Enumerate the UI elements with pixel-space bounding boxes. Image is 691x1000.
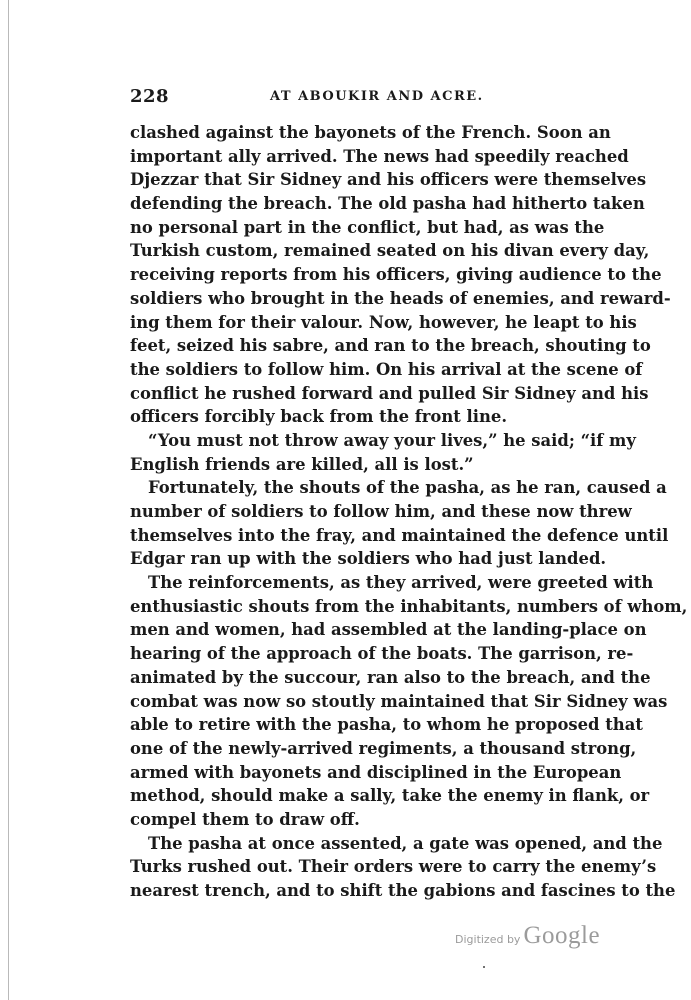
text-line: number of soldiers to follow him, and these now threw <box>130 502 632 521</box>
google-logo-text: Google <box>523 922 601 949</box>
text-line: themselves into the fray, and maintained the defence until <box>130 525 669 545</box>
text-line: hearing of the approach of the boats. The garrison, re- <box>130 644 634 664</box>
text-line: feet, seized his sabre, and ran to the breach, shouting to <box>130 336 651 356</box>
scan-speck <box>483 966 485 968</box>
text-line: men and women, had assembled at the landing-place on <box>130 620 647 640</box>
text-line: enthusiastic shouts from the inhabitants, numbers of whom, <box>130 596 688 616</box>
digitized-by-google-watermark <box>455 922 600 956</box>
watermark-prefix: Digitized by <box>455 933 521 946</box>
text-line: important ally arrived. The news had speedily reached <box>130 146 629 166</box>
text-line: The reinforcements, as they arrived, were greeted with <box>148 573 654 593</box>
text-line: officers forcibly back from the front line. <box>130 407 508 427</box>
text-line: English friends are killed, all is lost.” <box>130 454 474 474</box>
text-line: Turkish custom, remained seated on his divan every day, <box>130 241 650 261</box>
text-line: one of the newly-arrived regiments, a thousand strong, <box>130 738 637 758</box>
running-head <box>130 86 600 110</box>
text-line: Turks rushed out. Their orders were to carry the enemy’s <box>130 857 657 877</box>
text-line: combat was now so stoutly maintained that Sir Sidney was <box>130 691 668 711</box>
text-line: animated by the succour, ran also to the breach, and the <box>130 667 651 687</box>
text-line: “You must not throw away your lives,” he said; “if my <box>148 430 636 450</box>
text-line: The pasha at once assented, a gate was opened, and the <box>148 833 663 853</box>
text-line: conflict he rushed forward and pulled Sir Sidney and his <box>130 383 649 403</box>
text-line: defending the breach. The old pasha had hitherto taken <box>130 194 645 214</box>
page-edge-line <box>8 0 9 1000</box>
text-line: soldiers who brought in the heads of enemies, and reward- <box>130 288 671 308</box>
page-body-text <box>130 121 688 903</box>
text-line: nearest trench, and to shift the gabions and fascines to the <box>130 881 676 900</box>
text-line: the soldiers to follow him. On his arrival at the scene of <box>130 359 643 379</box>
text-line: able to retire with the pasha, to whom he proposed that <box>130 715 643 735</box>
page-number: 228 <box>130 86 170 107</box>
text-line: Djezzar that Sir Sidney and his officers were themselves <box>130 170 647 190</box>
running-head-title: AT ABOUKIR AND ACRE. <box>270 89 484 104</box>
text-line: armed with bayonets and disciplined in the European <box>130 762 622 782</box>
text-line: clashed against the bayonets of the French. Soon an <box>130 123 611 142</box>
text-line: ing them for their valour. Now, however, he leapt to his <box>130 312 637 332</box>
text-line: Fortunately, the shouts of the pasha, as he ran, caused a <box>148 478 667 498</box>
text-line: receiving reports from his officers, giving audience to the <box>130 265 662 285</box>
text-line: Edgar ran up with the soldiers who had just landed. <box>130 549 607 569</box>
text-line: method, should make a sally, take the enemy in flank, or <box>130 786 650 806</box>
text-line: no personal part in the conflict, but had, as was the <box>130 217 605 237</box>
text-line: compel them to draw off. <box>130 809 360 829</box>
